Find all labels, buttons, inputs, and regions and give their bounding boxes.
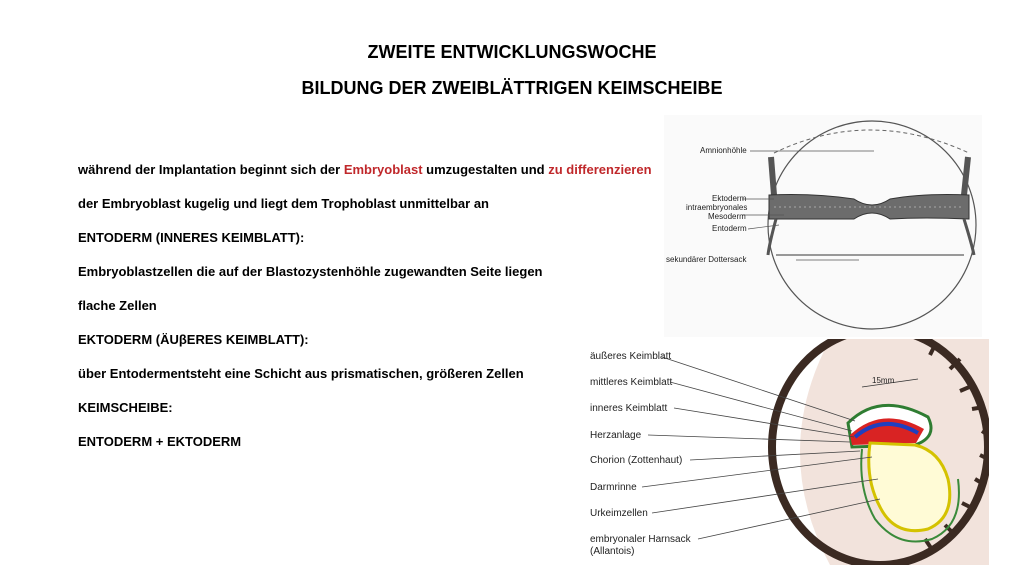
label-urkeimzellen: Urkeimzellen <box>590 508 648 519</box>
text-line-3: ENTODERM (INNERES KEIMBLATT): <box>78 230 305 245</box>
label-allantois: (Allantois) <box>590 546 635 557</box>
label-embryonaler-harnsack: embryonaler Harnsack <box>590 534 691 545</box>
text-line-1-part1: während der Implantation beginnt sich der <box>78 162 344 177</box>
label-aeusseres-keimblatt: äußeres Keimblatt <box>590 351 672 362</box>
slide-title-line2: BILDUNG DER ZWEIBLÄTTRIGEN KEIMSCHEIBE <box>301 78 723 98</box>
label-entoderm: Entoderm <box>712 224 747 233</box>
label-intraembryonales: intraembryonales <box>686 203 748 212</box>
label-amnionhoehle: Amnionhöhle <box>700 146 747 155</box>
text-line-4: Embryoblastzellen die auf der Blastozystenhöhle zugewandten Seite liegen <box>78 264 543 279</box>
text-line-9: ENTODERM + EKTODERM <box>78 434 242 449</box>
text-line-1-part2: umzugestalten und <box>422 162 549 177</box>
label-ektoderm: Ektoderm <box>712 194 747 203</box>
figure-embryo-germ-layers <box>580 339 989 565</box>
label-herzanlage: Herzanlage <box>590 430 642 441</box>
text-line-2: der Embryoblast kugelig und liegt dem Trophoblast unmittelbar an <box>78 196 489 211</box>
slide-title-line1: ZWEITE ENTWICKLUNGSWOCHE <box>367 42 657 62</box>
label-sekundaerer-dottersack: sekundärer Dottersack <box>666 255 747 264</box>
label-chorion: Chorion (Zottenhaut) <box>590 455 683 466</box>
label-mittleres-keimblatt: mittleres Keimblatt <box>590 377 673 388</box>
highlight-embryoblast: Embryoblast <box>343 162 423 177</box>
highlight-differenzieren: zu differenzieren <box>548 162 652 177</box>
text-line-7: über Entodermentsteht eine Schicht aus prismatischen, größeren Zellen <box>78 366 524 381</box>
figure-bilaminar-disc <box>664 115 982 337</box>
text-line-6: EKTODERM (ÄUβERES KEIMBLATT): <box>78 332 309 347</box>
text-line-8: KEIMSCHEIBE: <box>78 400 173 415</box>
label-darmrinne: Darmrinne <box>590 482 637 493</box>
label-mesoderm: Mesoderm <box>708 212 746 221</box>
scale-label: 15mm <box>872 376 895 385</box>
text-line-5: flache Zellen <box>78 298 157 313</box>
text-line-1 <box>78 162 652 177</box>
label-inneres-keimblatt: inneres Keimblatt <box>590 403 668 414</box>
